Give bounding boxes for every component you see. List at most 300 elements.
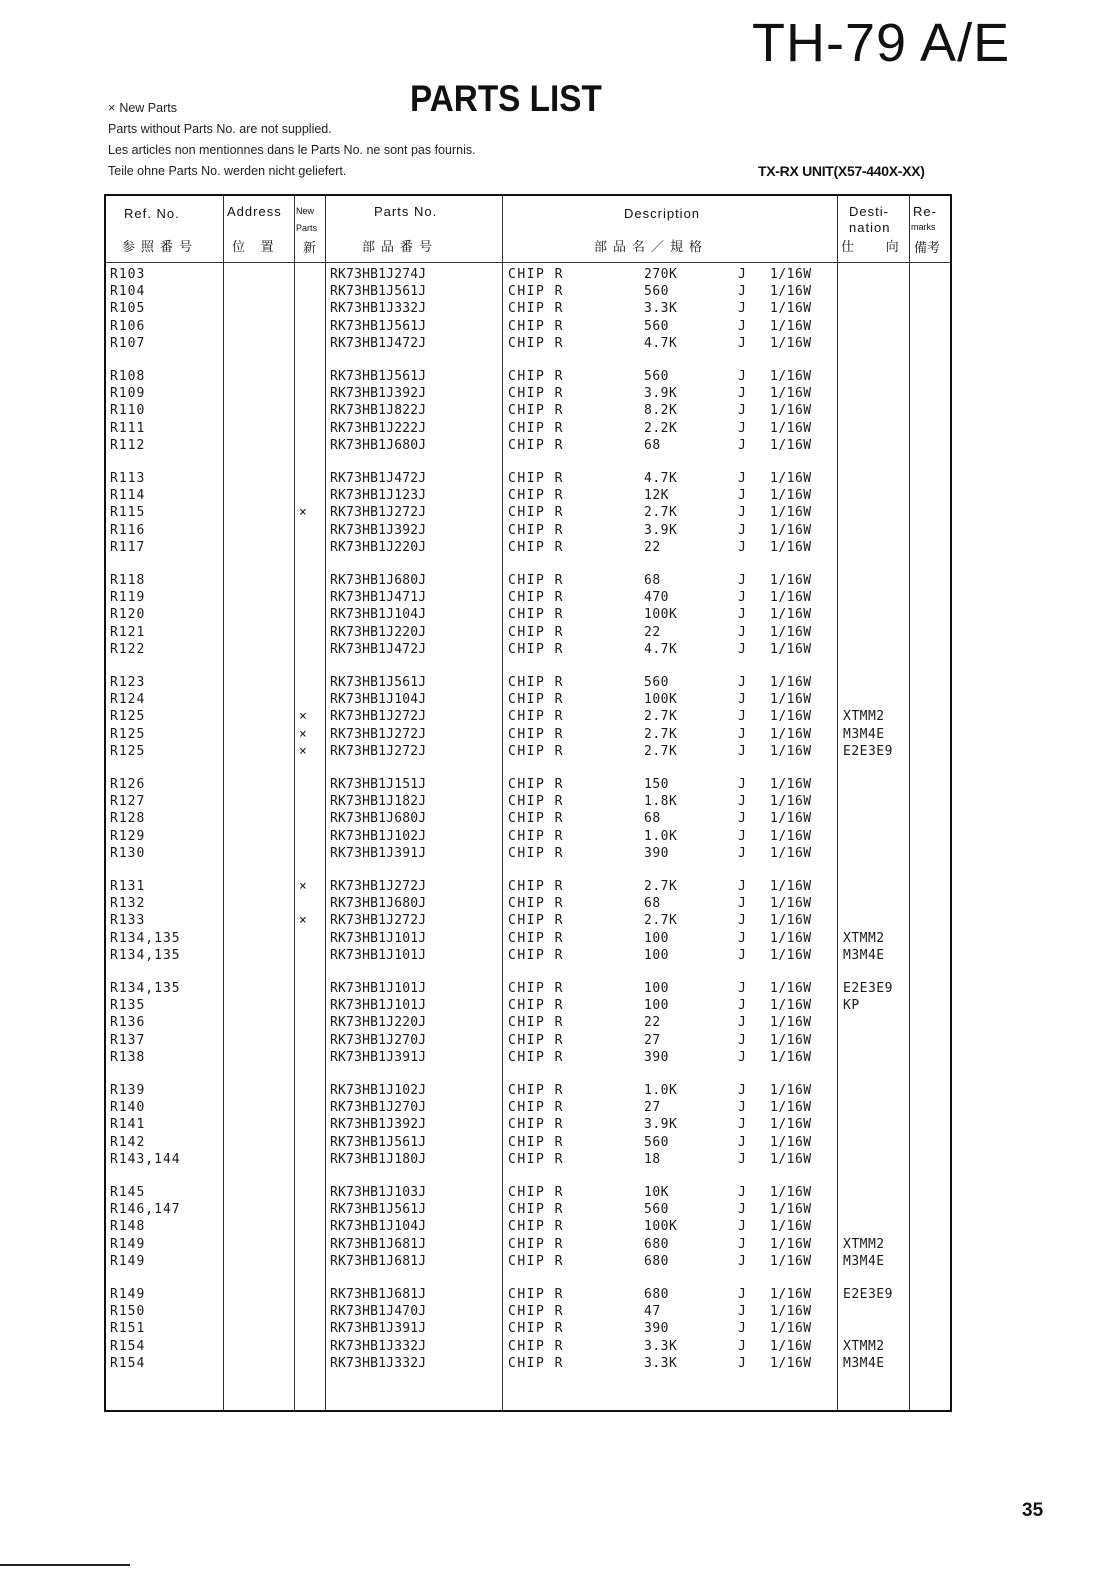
cell-tol: J [738,726,746,742]
cell-type: CHIP R [508,1117,564,1133]
cell-tol: J [738,607,746,623]
cell-type: CHIP R [508,896,564,912]
cell-val: 270K [644,267,678,282]
cell-ref: R141 [110,1117,146,1133]
cell-ref: R154 [110,1338,146,1354]
cell-ref: R108 [110,369,146,384]
cell-pw: 1/16W [770,981,812,996]
header-divider [106,262,950,263]
table-row [106,793,950,810]
cell-val: 18 [644,1151,661,1167]
cell-tol: J [738,811,746,827]
table-row [106,539,950,556]
header-address-jp: 位 置 [232,239,280,254]
cell-type: CHIP R [508,828,564,844]
cell-pn: RK73HB1J681J [330,1253,427,1269]
table-row [106,930,950,947]
cell-pn: RK73HB1J681J [330,1287,427,1302]
cell-pn: RK73HB1J272J [330,879,427,894]
cell-pn: RK73HB1J472J [330,335,427,351]
cell-pw: 1/16W [770,301,812,317]
table-row [106,1338,950,1355]
cell-ref: R125 [110,709,146,725]
table-row [106,1253,950,1270]
header-remarks-jp: 備考 [914,240,941,255]
cell-pn: RK73HB1J104J [330,607,427,623]
cell-val: 680 [644,1287,669,1302]
cell-pw: 1/16W [770,692,812,708]
cell-pw: 1/16W [770,607,812,623]
table-row [106,1355,950,1372]
cell-pw: 1/16W [770,522,812,538]
table-row [106,504,950,521]
cell-pn: RK73HB1J680J [330,811,427,827]
cell-new: × [299,726,307,742]
cell-type: CHIP R [508,539,564,555]
cell-pn: RK73HB1J220J [330,1015,427,1031]
cell-new: × [299,913,307,929]
cell-ref: R132 [110,896,146,912]
cell-tol: J [738,488,746,504]
cell-pw: 1/16W [770,1134,812,1150]
cell-type: CHIP R [508,607,564,623]
cell-ref: R120 [110,607,146,623]
cell-pw: 1/16W [770,386,812,402]
cell-pn: RK73HB1J392J [330,386,427,402]
cell-val: 560 [644,1202,669,1218]
cell-tol: J [738,539,746,555]
cell-tol: J [738,896,746,912]
table-row [106,402,950,419]
cell-tol: J [738,828,746,844]
cell-val: 680 [644,1236,669,1252]
cell-pn: RK73HB1J151J [330,777,427,792]
cell-new: × [299,505,307,521]
cell-val: 100K [644,692,678,708]
cell-type: CHIP R [508,879,564,894]
cell-type: CHIP R [508,675,564,690]
cell-pw: 1/16W [770,1202,812,1218]
header-desc-en: Description [624,206,701,221]
cell-val: 2.7K [644,879,678,894]
cell-type: CHIP R [508,624,564,640]
cell-pw: 1/16W [770,828,812,844]
cell-val: 3.9K [644,522,678,538]
cell-ref: R142 [110,1134,146,1150]
cell-tol: J [738,284,746,300]
cell-ref: R105 [110,301,146,317]
cell-type: CHIP R [508,845,564,861]
cell-pn: RK73HB1J272J [330,709,427,725]
cell-pw: 1/16W [770,1100,812,1116]
cell-ref: R124 [110,692,146,708]
table-row [106,743,950,760]
cell-tol: J [738,692,746,708]
cell-ref: R125 [110,726,146,742]
cell-type: CHIP R [508,1304,564,1320]
unit-title: TX-RX UNIT(X57-440X-XX) [758,163,925,179]
header-dest-nation-en: nation [849,220,891,235]
cell-ref: R109 [110,386,146,402]
cell-type: CHIP R [508,1253,564,1269]
cell-pn: RK73HB1J101J [330,930,427,946]
cell-ref: R127 [110,794,146,810]
cell-pn: RK73HB1J272J [330,743,427,759]
cell-ref: R114 [110,488,146,504]
cell-val: 22 [644,624,661,640]
cell-pn: RK73HB1J561J [330,1202,427,1218]
cell-type: CHIP R [508,1355,564,1371]
cell-type: CHIP R [508,386,564,402]
cell-ref: R140 [110,1100,146,1116]
cell-tol: J [738,913,746,929]
cell-type: CHIP R [508,1032,564,1048]
cell-dest: E2E3E9 [843,1287,893,1302]
cell-ref: R131 [110,879,146,894]
cell-pn: RK73HB1J272J [330,726,427,742]
cell-tol: J [738,335,746,351]
cell-val: 560 [644,1134,669,1150]
cell-ref: R143,144 [110,1151,181,1167]
cell-type: CHIP R [508,1083,564,1098]
cell-pn: RK73HB1J272J [330,505,427,521]
cell-val: 8.2K [644,403,678,419]
cell-pn: RK73HB1J561J [330,1134,427,1150]
cell-val: 1.0K [644,1083,678,1098]
cell-pw: 1/16W [770,318,812,334]
cell-tol: J [738,301,746,317]
cell-val: 68 [644,896,661,912]
cell-val: 560 [644,318,669,334]
table-row [106,997,950,1014]
cell-pw: 1/16W [770,947,812,963]
cell-ref: R107 [110,335,146,351]
cell-dest: M3M4E [843,726,885,742]
header-remarks-en: Re- [913,204,937,219]
cell-val: 1.8K [644,794,678,810]
cell-pn: RK73HB1J180J [330,1151,427,1167]
table-row [106,266,950,283]
cell-type: CHIP R [508,1134,564,1150]
cell-tol: J [738,1321,746,1337]
header-remarks-marks-en: marks [911,222,936,232]
cell-val: 680 [644,1253,669,1269]
cell-pw: 1/16W [770,1287,812,1302]
cell-ref: R118 [110,573,146,588]
cell-pw: 1/16W [770,488,812,504]
cell-tol: J [738,420,746,436]
cell-ref: R128 [110,811,146,827]
cell-ref: R135 [110,998,146,1014]
cell-ref: R148 [110,1219,146,1235]
cell-new: × [299,709,307,725]
cell-ref: R137 [110,1032,146,1048]
table-row [106,1286,950,1303]
cell-val: 100 [644,981,669,996]
cell-val: 100K [644,607,678,623]
cell-pw: 1/16W [770,641,812,657]
cell-pn: RK73HB1J274J [330,267,427,282]
cell-pn: RK73HB1J391J [330,1049,427,1065]
cell-val: 100 [644,947,669,963]
cell-pn: RK73HB1J103J [330,1185,427,1200]
table-row [106,828,950,845]
cell-pn: RK73HB1J270J [330,1100,427,1116]
table-row [106,385,950,402]
cell-val: 22 [644,539,661,555]
header-desc-jp: 部品名／規格 [594,239,709,254]
cell-pw: 1/16W [770,267,812,282]
cell-ref: R122 [110,641,146,657]
cell-pn: RK73HB1J391J [330,1321,427,1337]
cell-tol: J [738,1219,746,1235]
cell-type: CHIP R [508,641,564,657]
cell-tol: J [738,641,746,657]
cell-pw: 1/16W [770,539,812,555]
table-row [106,1116,950,1133]
cell-pw: 1/16W [770,590,812,606]
cell-ref: R149 [110,1236,146,1252]
cell-type: CHIP R [508,998,564,1014]
cell-tol: J [738,981,746,996]
cell-pn: RK73HB1J220J [330,539,427,555]
cell-pw: 1/16W [770,1032,812,1048]
note-line-4: Teile ohne Parts No. werden nicht geliefert. [108,164,347,178]
cell-type: CHIP R [508,301,564,317]
table-row [106,641,950,658]
cell-pn: RK73HB1J332J [330,301,427,317]
cell-tol: J [738,845,746,861]
cell-ref: R119 [110,590,146,606]
cell-pw: 1/16W [770,675,812,690]
cell-tol: J [738,879,746,894]
cell-val: 2.7K [644,726,678,742]
cell-tol: J [738,1355,746,1371]
cell-pw: 1/16W [770,1117,812,1133]
cell-tol: J [738,709,746,725]
cell-ref: R150 [110,1304,146,1320]
header-dest-jp: 仕 向 [841,239,913,254]
cell-dest: M3M4E [843,1253,885,1269]
cell-val: 1.0K [644,828,678,844]
header-ref-en: Ref. No. [124,206,180,221]
cell-val: 68 [644,437,661,453]
cell-type: CHIP R [508,1049,564,1065]
cell-type: CHIP R [508,1219,564,1235]
cell-pn: RK73HB1J123J [330,488,427,504]
cell-pw: 1/16W [770,420,812,436]
cell-ref: R115 [110,505,146,521]
cell-val: 390 [644,1049,669,1065]
cell-dest: M3M4E [843,947,885,963]
cell-pw: 1/16W [770,845,812,861]
cell-pn: RK73HB1J332J [330,1338,427,1354]
cell-dest: E2E3E9 [843,743,893,759]
table-row [106,1151,950,1168]
cell-tol: J [738,1338,746,1354]
cell-type: CHIP R [508,981,564,996]
cell-tol: J [738,930,746,946]
cell-tol: J [738,1117,746,1133]
table-row [106,1134,950,1151]
cell-pn: RK73HB1J101J [330,947,427,963]
cell-val: 390 [644,845,669,861]
parts-table [104,194,952,1412]
cell-pn: RK73HB1J561J [330,318,427,334]
cell-type: CHIP R [508,573,564,588]
cell-type: CHIP R [508,522,564,538]
cell-ref: R134,135 [110,947,181,963]
cell-type: CHIP R [508,930,564,946]
table-row [106,368,950,385]
cell-tol: J [738,267,746,282]
cell-type: CHIP R [508,1100,564,1116]
cell-pw: 1/16W [770,284,812,300]
cell-dest: M3M4E [843,1355,885,1371]
cell-dest: XTMM2 [843,1236,885,1252]
cell-dest: KP [843,998,860,1014]
cell-pw: 1/16W [770,1219,812,1235]
cell-type: CHIP R [508,1287,564,1302]
cell-val: 100 [644,930,669,946]
cell-dest: E2E3E9 [843,981,893,996]
cell-pw: 1/16W [770,726,812,742]
header-new-en: New [296,206,315,216]
cell-val: 27 [644,1100,661,1116]
cell-ref: R117 [110,539,146,555]
cell-ref: R145 [110,1185,146,1200]
cell-pw: 1/16W [770,1236,812,1252]
cell-ref: R134,135 [110,981,181,996]
cell-pw: 1/16W [770,1049,812,1065]
cell-pn: RK73HB1J101J [330,981,427,996]
cell-pw: 1/16W [770,1355,812,1371]
table-row [106,624,950,641]
table-row [106,437,950,454]
table-row [106,522,950,539]
cell-ref: R151 [110,1321,146,1337]
cell-type: CHIP R [508,1015,564,1031]
table-row [106,1014,950,1031]
cell-ref: R149 [110,1287,146,1302]
cell-val: 68 [644,811,661,827]
cell-tol: J [738,505,746,521]
table-row [106,470,950,487]
cell-tol: J [738,590,746,606]
table-row [106,487,950,504]
cell-val: 100 [644,998,669,1014]
cell-tol: J [738,1202,746,1218]
cell-pn: RK73HB1J561J [330,369,427,384]
cell-val: 4.7K [644,335,678,351]
cell-tol: J [738,1015,746,1031]
model-title: TH-79 A/E [752,13,1011,73]
cell-val: 12K [644,488,669,504]
cell-tol: J [738,1304,746,1320]
cell-tol: J [738,998,746,1014]
cell-ref: R146,147 [110,1202,181,1218]
cell-pw: 1/16W [770,777,812,792]
cell-type: CHIP R [508,947,564,963]
cell-ref: R126 [110,777,146,792]
cell-tol: J [738,369,746,384]
cell-type: CHIP R [508,709,564,725]
header-parts-jp: 部品番号 [362,239,439,254]
table-row [106,572,950,589]
cell-pw: 1/16W [770,879,812,894]
cell-val: 560 [644,369,669,384]
cell-val: 4.7K [644,471,678,486]
cell-dest: XTMM2 [843,1338,885,1354]
cell-tol: J [738,573,746,588]
cell-pw: 1/16W [770,709,812,725]
cell-type: CHIP R [508,471,564,486]
cell-type: CHIP R [508,743,564,759]
cell-pw: 1/16W [770,896,812,912]
cell-pn: RK73HB1J680J [330,437,427,453]
cell-val: 47 [644,1304,661,1320]
cell-pw: 1/16W [770,1185,812,1200]
cell-tol: J [738,777,746,792]
cell-pn: RK73HB1J392J [330,1117,427,1133]
cell-tol: J [738,1083,746,1098]
cell-tol: J [738,437,746,453]
table-row [106,1218,950,1235]
cell-tol: J [738,403,746,419]
cell-val: 3.9K [644,386,678,402]
cell-tol: J [738,318,746,334]
header-parts-en: Parts No. [374,204,438,219]
note-new-parts [108,98,476,119]
cell-pw: 1/16W [770,1083,812,1098]
cell-val: 2.7K [644,913,678,929]
cell-val: 470 [644,590,669,606]
table-row [106,589,950,606]
cell-tol: J [738,386,746,402]
cell-val: 68 [644,573,661,588]
header-ref-jp: 参照番号 [122,239,199,254]
table-row [106,1032,950,1049]
table-row [106,776,950,793]
cell-val: 2.7K [644,709,678,725]
cell-ref: R104 [110,284,146,300]
cell-ref: R111 [110,420,146,436]
cell-pn: RK73HB1J471J [330,590,427,606]
cell-val: 22 [644,1015,661,1031]
cell-ref: R134,135 [110,930,181,946]
cell-type: CHIP R [508,913,564,929]
cell-val: 3.9K [644,1117,678,1133]
cell-tol: J [738,624,746,640]
cell-tol: J [738,1236,746,1252]
note-line-2: Parts without Parts No. are not supplied. [108,122,332,136]
cell-pn: RK73HB1J102J [330,1083,427,1098]
table-row [106,1082,950,1099]
cell-type: CHIP R [508,267,564,282]
note-line-1: New Parts [119,101,177,115]
cell-type: CHIP R [508,369,564,384]
table-row [106,318,950,335]
cell-pn: RK73HB1J472J [330,471,427,486]
cell-type: CHIP R [508,726,564,742]
table-row [106,912,950,929]
cell-ref: R139 [110,1083,146,1098]
cell-type: CHIP R [508,420,564,436]
cell-ref: R110 [110,403,146,419]
cell-val: 3.3K [644,1338,678,1354]
cell-ref: R154 [110,1355,146,1371]
header-new-parts-en: Parts [296,223,318,233]
